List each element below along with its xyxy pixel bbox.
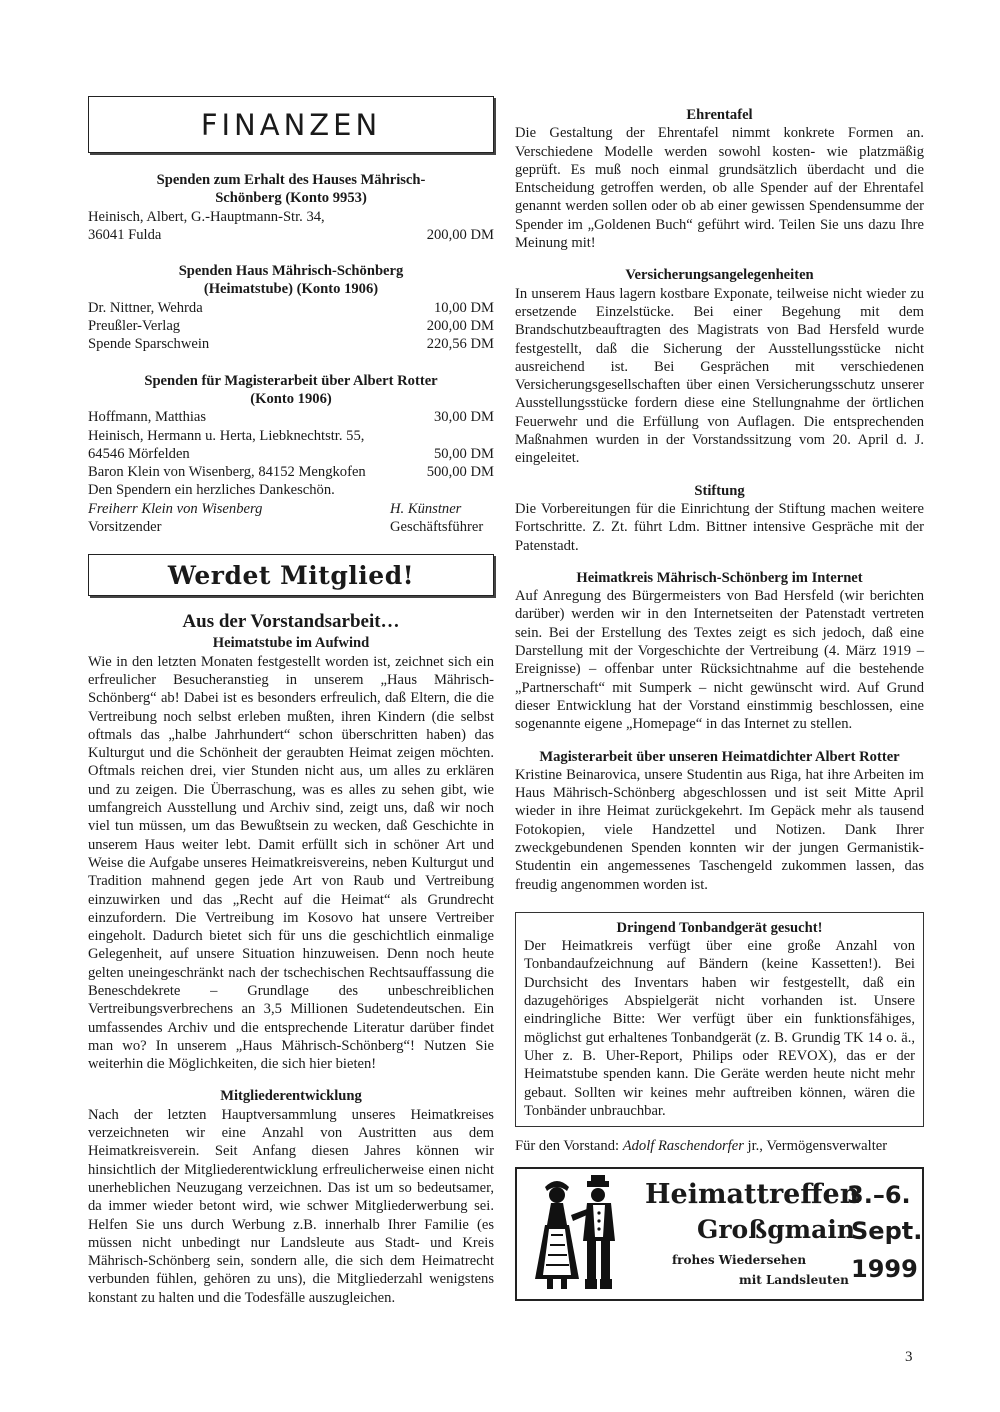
signature-block	[88, 500, 494, 518]
thanks-line: Den Spendern ein herzliches Dankeschön.	[88, 482, 335, 499]
closing-prefix: Für den Vorstand:	[515, 1138, 623, 1155]
ad-date-month: Sept.	[851, 1217, 923, 1246]
donation-amount: 500,00 DM	[426, 464, 494, 481]
signature-right-name: H. Künstner	[390, 500, 462, 517]
folk-couple-illustration	[523, 1175, 635, 1293]
donation-row	[88, 317, 494, 335]
ad-date-year: 1999	[851, 1255, 918, 1284]
donation-row	[88, 408, 494, 426]
page-number: 3	[905, 1349, 913, 1365]
signature-roles	[88, 518, 494, 536]
donor-name: Baron Klein von Wisenberg, 84152 Mengkofen	[88, 464, 366, 481]
versicherung-heading: Versicherungsangelegenheiten	[625, 267, 814, 284]
donation-heading: Spenden Haus Mährisch-Schönberg (Heimatstube) (Konto 1906)	[178, 263, 404, 298]
vorstand-heading: Aus der Vorstandsarbeit…	[182, 611, 400, 633]
closing-name: Adolf Raschendorfer	[622, 1138, 744, 1155]
donor-name: Dr. Nittner, Wehrda	[88, 299, 203, 316]
donor-name: 64546 Mörfelden	[88, 445, 190, 462]
donation-row	[88, 463, 494, 481]
vorstand-subheading-1: Heimatstube im Aufwind	[212, 635, 370, 652]
donation-amount: 30,00 DM	[434, 409, 494, 426]
ad-tagline-1: frohes Wiedersehen	[672, 1253, 807, 1268]
donation-amount: 10,00 DM	[434, 299, 494, 316]
ad-date-days: 3.–6.	[847, 1181, 911, 1210]
heimattreffen-ad	[515, 1167, 924, 1301]
signature-right-role: Geschäftsführer	[390, 519, 484, 536]
mitglied-banner	[88, 554, 494, 596]
ehrentafel-text: Die Gestaltung der Ehrentafel nimmt konkrete Formen an. Verschiedene Modelle werden sowohl kosten- wie platzmäßig geprüft. Es muß noch einmal grundsätzlich überdacht und die Entscheidung getroffen werden, ob alle Spender auf der Ehrentafel genannt werden sollen oder ob ab einer gewissen Spendensumme der Spender im „Goldenen Buch“ geführt wird. Teilen Sie uns dazu Ihre Meinung mit!	[515, 125, 924, 252]
donor-name: Heinisch, Hermann u. Herta, Liebknechtstr. 55,	[88, 427, 365, 444]
left-column	[88, 96, 494, 1307]
stiftung-heading: Stiftung	[694, 482, 745, 499]
signature-left-role: Vorsitzender	[88, 519, 162, 536]
donation-section-3	[88, 372, 494, 537]
versicherung-text: In unserem Haus lagern kostbare Exponate, teilweise nicht wieder zu ersetzende Einzelstücke. Bei einer Begehung mit dem Brandschutzbeauftragten des Magistrats von Bad Hersfeld wurde festgestellt, daß die Sicherung der Ausstellungsstücke nicht ausreichend ist. Bei Gesprächen mit verschiedenen Versicherungsgesellschaften über einen Versicherungsschutz unserer Ausstellungsstücke fordern diese eine Stellungnahme der örtlichen Feuerwehr und die Erfüllung von Auflagen. Die entsprechenden Maßnahmen wurden in der Vorstandssitzung vom 20. April d. J. eingeleitet.	[515, 285, 924, 467]
tonband-heading: Dringend Tonbandgerät gesucht!	[616, 919, 823, 936]
mitglied-title: Werdet Mitglied!	[167, 560, 415, 590]
donation-row	[88, 445, 494, 463]
internet-heading: Heimatkreis Mährisch-Schönberg im Internet	[576, 569, 863, 586]
donation-amount: 200,00 DM	[426, 318, 494, 335]
donation-row	[88, 299, 494, 317]
tonband-text: Der Heimatkreis verfügt über eine große Anzahl von Tonbandaufzeichnung auf Bändern (keine Kassetten!). Bei Durchsicht des Inventars haben wir festgestellt, daß ein dazugehöriges Abspielgerät nicht vorhanden ist. Unsere eindringliche Bitte: Wer verfügt über ein funktionsfähiges, möglichst gut erhaltenes Tonbandgerät (z. B. Grundig TK 14 o. ä., Uher z. B. Uher-Report, Philips oder REVOX), das er der Heimatstube spenden kann. Die Geräte werden heute nicht mehr gebaut. Sollten wir keines mehr auftreiben können, wären die Tonbänder unbrauchbar.	[524, 938, 915, 1119]
donor-name: 36041 Fulda	[88, 226, 162, 243]
finanzen-title: FINANZEN	[200, 107, 382, 142]
donor-name: Spende Sparschwein	[88, 336, 210, 353]
donor-name: Preußler-Verlag	[88, 318, 181, 335]
donation-amount: 50,00 DM	[434, 445, 494, 462]
vorstand-paragraph-1: Wie in den letzten Monaten festgestellt worden ist, zeichnet sich ein erfreulicher Besucheranstieg in unserem „Haus Mährisch-Schönberg“ ab! Dabei ist es besonders erfreulich, daß Eltern, die die Vertreibung noch selbst erleben mußten, ihren Kindern (die selbst oftmals das „halbe Jahrhundert“ schon überschritten haben) das Kulturgut und die Schönheit der geraubten Heimat zeigen möchten. Oftmals reichen drei, vier Stunden nicht aus, um alles zu erklären und zu zeigen. Die Überraschung, was es alles zu sehen gibt, wie umfangreich Ausstellung und Archiv sind, zeigt uns, daß wir noch viel tun müssen, um das Bewußtsein zu wecken, daß Geschichte in unserem Haus weiter lebt. Damit erfüllt sich in schöner Art und Weise die Aufgabe unseres Heimatkreisvereins, neben Kulturgut und Tradition mahnend gegen jede Art von Raub und Vertreibung einzuwirken und das „Recht auf die Heimat“ als Grundrecht einzufordern. Die Vertreibung im Kosovo hat unsere Vertreiber eingeholt. Dadurch bietet sich für uns die geschichtlich einmalige Gelegenheit, auf unsere Situation hinzuweisen. Denn noch heute gelten uneingeschränkt nach der tschechischen Rechtsauffassung die Beneschdekrete – Grundlage des unbeschreiblichen Vertreibungsverbrechens an 3,5 Millionen Sudetendeutschen. Ein umfassendes Archiv und die entsprechende Literatur darüber findet man wo? In unserem „Haus Mährisch-Schönberg“! Nutzen Sie weiterhin die Möglichkeiten, die sich hier bieten!	[88, 653, 494, 1073]
donation-list	[88, 408, 494, 481]
right-column	[515, 106, 924, 1301]
vorstand-paragraph-2: Nach der letzten Hauptversammlung unseres Heimatkreises verzeichneten wir eine Anzahl von Austritten aus dem Heimatkreisverein. Seit Anfang diesen Jahres können wir hinsichtlich der Mitgliederentwicklung erfreulicherweise einen nicht unerheblichen Neuzugang verzeichnen. Das ist um so bedeutsamer, da immer wieder betont wird, wie schwer Mitgliederwerbung sei. Helfen Sie uns durch Werbung z.B. innerhalb Ihrer Familie (es müssen nicht unbedingt nur Landsleute aus Stadt- und Kreis Mährisch-Schönberg sein, sondern alle, die sich dem Heimatrecht verbunden fühlen, gehören zu uns), die Mitgliederzahl wenigstens konstant zu halten und die Todesfälle auszugleichen.	[88, 1106, 494, 1306]
donation-amount: 200,00 DM	[426, 226, 494, 243]
donation-row	[88, 427, 494, 445]
finanzen-banner	[88, 96, 494, 153]
donation-amount	[415, 427, 494, 445]
donation-amount	[404, 208, 494, 226]
donor-name: Heinisch, Albert, G.-Hauptmann-Str. 34,	[88, 208, 325, 225]
donation-row	[88, 208, 494, 226]
donor-name: Hoffmann, Matthias	[88, 409, 207, 426]
donation-section-2	[88, 262, 494, 353]
donation-section-1	[88, 171, 494, 244]
internet-text: Auf Anregung des Bürgermeisters von Bad Hersfeld (wir berichten darüber) werden wir in den Internetseiten der Patenstadt vertreten sein. Bei der Erstellung des Textes zeigt es sich jedoch, daß eine Darstellung mit der Vorgeschichte der Vertreibung (4. März 1919 – Ereignisse) – offenbar unter Rücksichtnahme auf die bestehende „Partnerschaft“ mit Sumperk – nicht gewünscht wird. Auf Grund dieser Entwicklung hat der Vorstand einstimmig beschlossen, eine sogenannte eigene „Homepage“ in das Internet zu stellen.	[515, 588, 924, 733]
ad-title: Heimattreffen	[645, 1179, 860, 1211]
signature-left-name: Freiherr Klein von Wisenberg	[88, 500, 263, 517]
donation-amount: 220,56 DM	[426, 336, 494, 353]
donation-list	[88, 299, 494, 354]
donation-heading: Spenden zum Erhalt des Hauses Mährisch-Schönberg (Konto 9953)	[156, 172, 426, 207]
ehrentafel-heading: Ehrentafel	[686, 107, 753, 123]
closing-line	[515, 1137, 924, 1155]
magister-heading: Magisterarbeit über unseren Heimatdichter Albert Rotter	[539, 748, 900, 765]
closing-suffix: jr., Vermögensverwalter	[743, 1138, 888, 1155]
magister-text: Kristine Beinarovica, unsere Studentin aus Riga, hat ihre Arbeiten im Haus Mährisch-Schönberg abgeschlossen und ist seit Mitte April wieder in ihre Heimat zurückgekehrt. Im Gepäck mehr als tausend Fotokopien, viele Handzettel und Notizen. Dank Ihrer zweckgebundenen Spenden konnten wir der jungen Germanistik-Studentin ein angemessenes Taschengeld zukommen lassen, das freudig angenommen worden ist.	[515, 766, 924, 893]
tonband-box	[515, 912, 924, 1127]
donation-row	[88, 226, 494, 244]
donation-row	[88, 335, 494, 353]
stiftung-text: Die Vorbereitungen für die Einrichtung der Stiftung machen weitere Fortschritte. Z. Zt. führt Ldm. Bittner intensive Gespräche mit der Patenstadt.	[515, 500, 924, 554]
vorstand-subheading-2: Mitgliederentwicklung	[220, 1088, 362, 1105]
ad-tagline-2: mit Landsleuten	[739, 1273, 849, 1288]
ad-place: Großgmain	[697, 1215, 855, 1245]
donation-list	[88, 208, 494, 245]
donation-heading: Spenden für Magisterarbeit über Albert Rotter (Konto 1906)	[144, 372, 438, 407]
